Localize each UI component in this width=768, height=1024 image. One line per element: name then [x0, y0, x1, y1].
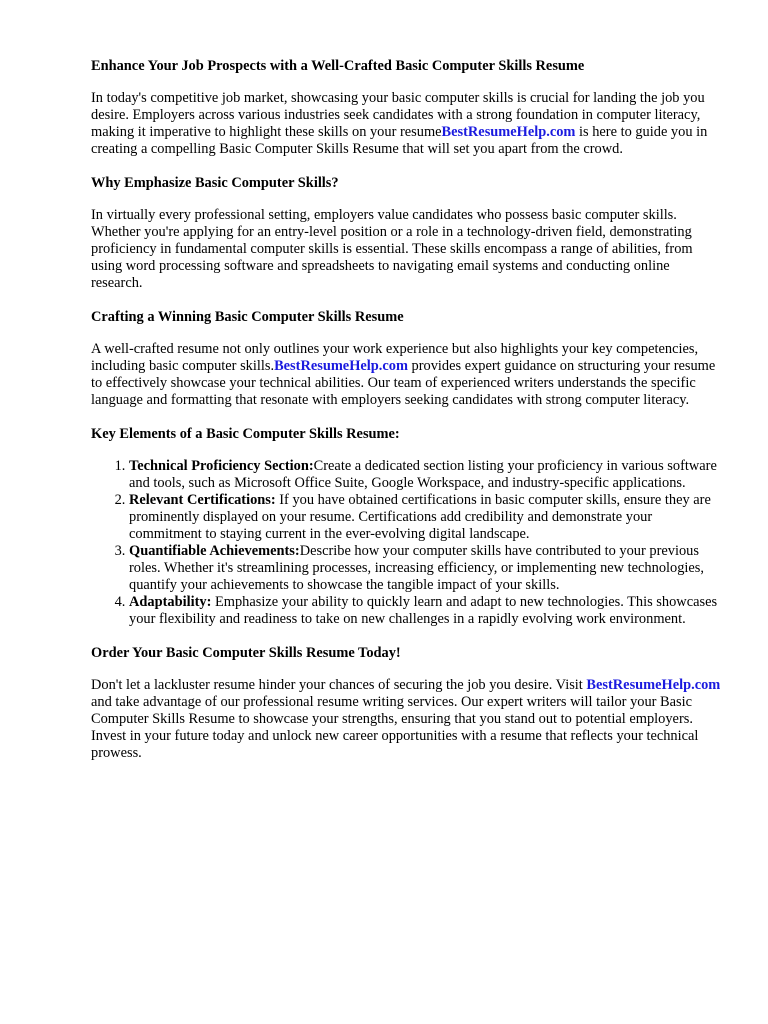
intro-text-before: In today's competitive job market, showcasing your basic computer skills is crucial for landing the job you desire. Employers across various industries seek candidates with a strong foundation in computer literacy, making it imperative to highlight these skills on your resume: [91, 90, 705, 140]
crafting-text-after: provides expert guidance on structuring your resume to effectively showcase your technical abilities. Our team of experienced writers understands the specific language and formatting that resonate with employers seeking candidates with strong computer literacy.: [91, 358, 716, 408]
order-text-after: and take advantage of our professional resume writing services. Our expert writers will tailor your Basic Computer Skills Resume to showcase your strengths, ensuring that you stand out to potential employers. Invest in your future today and unlock new career opportunities with a resume that reflects your technical prowess.: [91, 694, 699, 761]
list-item-label: Adaptability:: [129, 594, 212, 610]
list-item: [129, 543, 723, 594]
section-paragraph-why: In virtually every professional setting, employers value candidates who possess basic computer skills. Whether you're applying for an entry-level position or a role in a technology-driven field, demonstrating proficiency in fundamental computer skills is essential. These skills encompass a range of abilities, from using word processing software and spreadsheets to navigating email systems and conducting online research.: [91, 207, 693, 291]
intro-paragraph: [91, 90, 723, 158]
list-item-label: Technical Proficiency Section:: [129, 458, 314, 474]
section-heading-why: Why Emphasize Basic Computer Skills?: [91, 175, 339, 191]
crafting-text-before: A well-crafted resume not only outlines your work experience but also highlights your key competencies, including basic computer skills.: [91, 341, 699, 374]
key-elements-list: [91, 458, 723, 628]
list-item-text: If you have obtained certifications in basic computer skills, ensure they are prominently displayed on your resume. Certifications add credibility and demonstrate your commitment to staying current in the ever-evolving digital landscape.: [129, 492, 711, 542]
list-item: [129, 458, 723, 492]
list-item-label: Relevant Certifications:: [129, 492, 276, 508]
intro-text-after: is here to guide you in creating a compelling Basic Computer Skills Resume that will set you apart from the crowd.: [91, 124, 708, 157]
list-item-label: Quantifiable Achievements:: [129, 543, 300, 559]
bestresumehelp-link[interactable]: BestResumeHelp.com: [274, 358, 408, 374]
section-heading-crafting: Crafting a Winning Basic Computer Skills Resume: [91, 309, 404, 325]
document-page: [91, 58, 723, 779]
section-paragraph-order: [91, 677, 723, 762]
bestresumehelp-link[interactable]: BestResumeHelp.com: [586, 677, 721, 693]
list-item: [129, 492, 723, 543]
order-text-before: Don't let a lackluster resume hinder your chances of securing the job you desire. Visit: [91, 677, 587, 693]
list-item-text: Emphasize your ability to quickly learn and adapt to new technologies. This showcases your flexibility and readiness to take on new challenges in a rapidly evolving work environment.: [129, 594, 718, 627]
list-item-text: Create a dedicated section listing your proficiency in various software and tools, such as Microsoft Office Suite, Google Workspace, and industry-specific applications.: [129, 458, 717, 491]
list-item: [129, 594, 723, 628]
section-paragraph-crafting: [91, 341, 723, 409]
list-item-text: Describe how your computer skills have contributed to your previous roles. Whether it's streamlining processes, increasing efficiency, or implementing new technologies, quantify your achievements to showcase the tangible impact of your skills.: [129, 543, 704, 593]
bestresumehelp-link[interactable]: BestResumeHelp.com: [441, 124, 576, 140]
document-title: Enhance Your Job Prospects with a Well-Crafted Basic Computer Skills Resume: [91, 58, 585, 74]
section-heading-key-elements: Key Elements of a Basic Computer Skills Resume:: [91, 426, 400, 442]
section-heading-order: Order Your Basic Computer Skills Resume Today!: [91, 645, 401, 661]
